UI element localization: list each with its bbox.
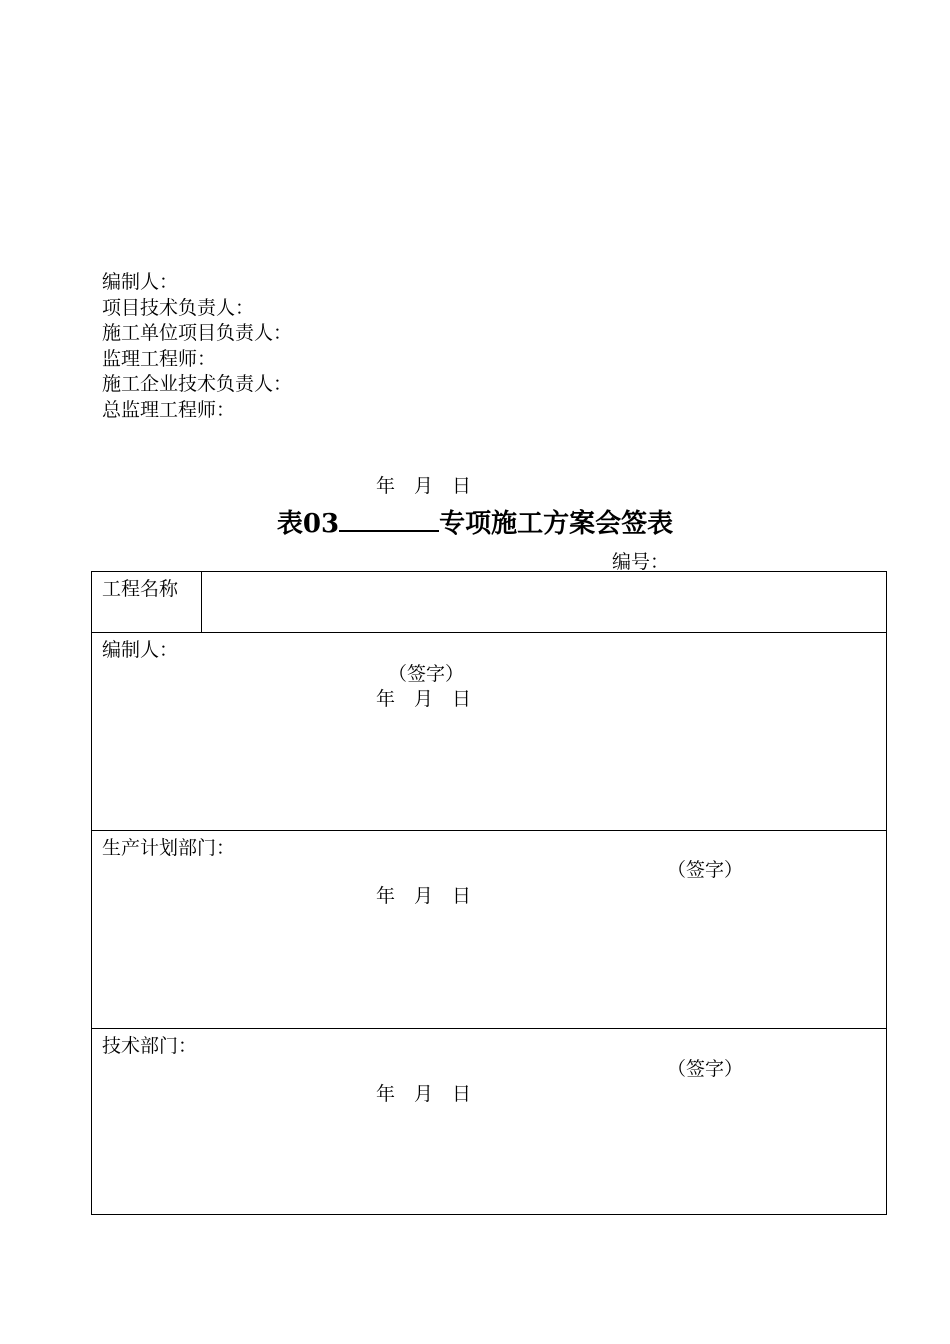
section-date: 年 月 日: [376, 1083, 472, 1105]
section-date: 年 月 日: [376, 885, 472, 907]
section-production-planning: [92, 831, 887, 1029]
section-technical: [92, 1029, 887, 1215]
serial-number-label: 编号：: [612, 551, 670, 573]
signature-mark: （签字）: [667, 859, 744, 881]
title-prefix: 表03: [276, 509, 340, 539]
signatory-supervising-engineer: 监理工程师：: [102, 347, 217, 370]
project-name-field[interactable]: [202, 572, 887, 633]
signatory-contractor-tech-lead: 施工企业技术负责人：: [102, 373, 293, 395]
project-name-label: 工程名称: [102, 578, 179, 600]
section-label: 技术部门：: [102, 1035, 198, 1057]
project-name-row: [92, 572, 887, 633]
section-technical-cell[interactable]: [92, 1029, 887, 1215]
section-compiler: [92, 633, 887, 831]
signatory-compiler: 编制人：: [102, 271, 179, 293]
section-production-planning-cell[interactable]: [92, 831, 887, 1029]
page-title: [0, 503, 950, 540]
signatory-project-tech-lead: 项目技术负责人：: [102, 296, 255, 319]
project-name-label-cell: [92, 572, 202, 633]
title-suffix: 专项施工方案会签表: [439, 509, 674, 539]
top-date: 年 月 日: [376, 475, 472, 497]
signature-mark: （签字）: [667, 1058, 744, 1080]
signatory-list: [102, 270, 292, 423]
signature-mark: （签字）: [388, 663, 465, 685]
section-label: 编制人：: [102, 639, 179, 661]
section-compiler-cell[interactable]: [92, 633, 887, 831]
section-date: 年 月 日: [376, 688, 472, 710]
sign-off-form: [91, 571, 887, 1215]
section-label: 生产计划部门：: [102, 837, 236, 859]
signatory-contractor-project-lead: 施工单位项目负责人：: [102, 322, 293, 344]
title-blank-line: [339, 508, 439, 532]
signatory-chief-supervising-engineer: 总监理工程师：: [102, 398, 236, 421]
